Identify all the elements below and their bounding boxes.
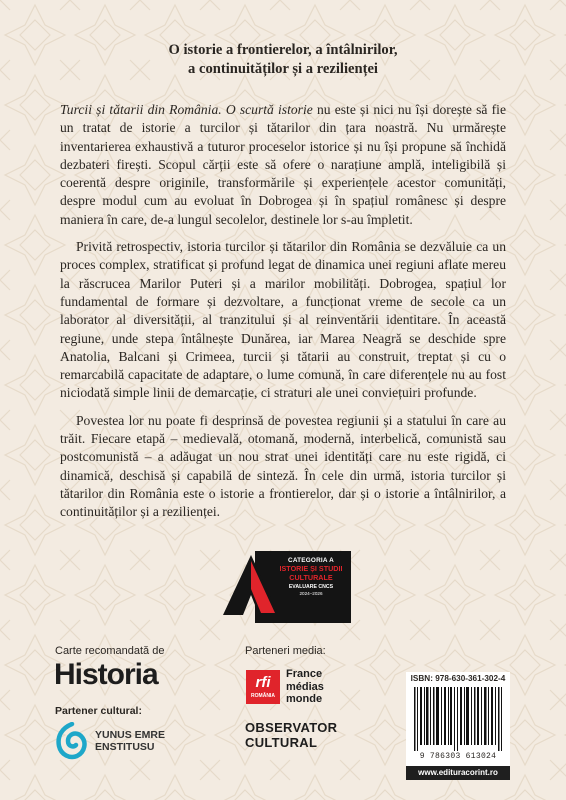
cultural-partner-label: Partener cultural: — [55, 705, 142, 717]
blurb-paragraph-2: Privită retrospectiv, istoria turcilor și tătarilor din România se dezvăluie ca un proces complex, stratificat și profund legat de dinamica unei regiuni aflate mereu la răscrucea Marilor Puteri și a marilor mobilități. Dobrogea, spațiul lor fundamental de formare și dezvoltare, a funcționat vreme de secole ca un laborator al diversității, al tranzitului și al reinventării identitare. În această regiune, unde stepa întâlnește Dunărea, iar Marea Neagră se deschide spre Anatolia, Balcani și Crimeea, turcii și tătarii au construit, treptat și cu o remarcabilă capacitate de adaptare, o lume comună, în care diferențele nu au fost niciodată simple linii de demarcație, ci straturi ale unei conviețuiri profunde. — [60, 239, 506, 401]
badge-evaluation: EVALUARE CNCS — [288, 584, 334, 590]
rfi-logo — [246, 670, 280, 704]
fmm-line-2: médias — [286, 680, 324, 693]
badge-years: 2024–2026 — [299, 591, 323, 596]
back-cover-heading — [60, 41, 506, 79]
observator-cultural-logo — [245, 720, 337, 750]
yunus-emre-logo — [55, 722, 195, 762]
isbn-barcode — [406, 672, 510, 780]
yunus-emre-icon — [55, 722, 89, 760]
barcode-bars — [414, 687, 502, 751]
historia-logo: Historia — [54, 658, 158, 691]
fmm-line-3: monde — [286, 693, 323, 705]
badge-category: CATEGORIA A — [288, 557, 334, 564]
heading-line-1: O istorie a frontierelor, a întâlnirilor, — [168, 42, 398, 58]
yunus-line-1: YUNUS EMRE — [95, 729, 166, 741]
paragraph-1-text: nu este și nici nu își dorește să fie un tratat de istorie a turcilor și tătarilor din țara noastră. Nu urmărește inventarierea exhaustivă a tuturor proceselor istorice și nu își propune să închidă dezbateri firești. Scopul cărții este să ofere o narațiune amplă, inteligibilă și coerentă despre originile, transformările și experiențele acestor comunități, despre modul cum au evoluat în Dobrogea și în spațiul românesc și despre maniera în care, de-a lungul secolelor, destinele lor s-au împletit. — [60, 102, 506, 227]
heading-line-2: a continuităților și a rezilienței — [188, 61, 378, 77]
isbn-text: ISBN: 978-630-361-302-4 — [410, 674, 506, 683]
blurb-body — [60, 101, 506, 531]
france-medias-monde-logo — [286, 668, 324, 706]
triangle-logo-icon — [223, 555, 279, 617]
badge-domain-1: ISTORIE ȘI STUDII — [279, 564, 343, 573]
blurb-paragraph-3: Povestea lor nu poate fi desprinsă de povestea regiunii și a statului în care au trăit. Fiecare etapă – medievală, otomană, modernă, interbelică, comunistă sau postcomunistă – a adăugat un nou strat unei identități care nu este rigidă, ci dinamică, deschisă și capabilă de sinteză. În cele din urmă, istoria turcilor și tătarilor din România este o istorie a frontierelor, dar și o istorie a întâlnirilor, a continuităților și a rezilienței. — [60, 412, 506, 520]
badge-domain-2: CULTURALE — [289, 572, 333, 582]
yunus-line-2: ENSTITUSU — [95, 741, 155, 753]
cncs-category-badge — [223, 545, 351, 629]
media-partners-label: Parteneri media: — [245, 645, 326, 657]
obs-line-1: OBSERVATOR — [245, 720, 338, 735]
rfi-sub: ROMÂNIA — [251, 693, 275, 699]
obs-line-2: CULTURAL — [245, 735, 318, 750]
fmm-line-1: France — [286, 668, 323, 680]
yunus-emre-text — [95, 729, 165, 753]
book-title-italic: Turcii și tătarii din România. O scurtă istorie — [60, 102, 313, 117]
recommended-label: Carte recomandată de — [55, 645, 165, 657]
publisher-url: www.edituracorint.ro — [406, 766, 510, 780]
badge-text — [275, 557, 347, 597]
rfi-text: rfi — [255, 674, 271, 691]
blurb-paragraph-1 — [60, 101, 506, 229]
barcode-number: 9 786303 613024 — [419, 752, 497, 761]
